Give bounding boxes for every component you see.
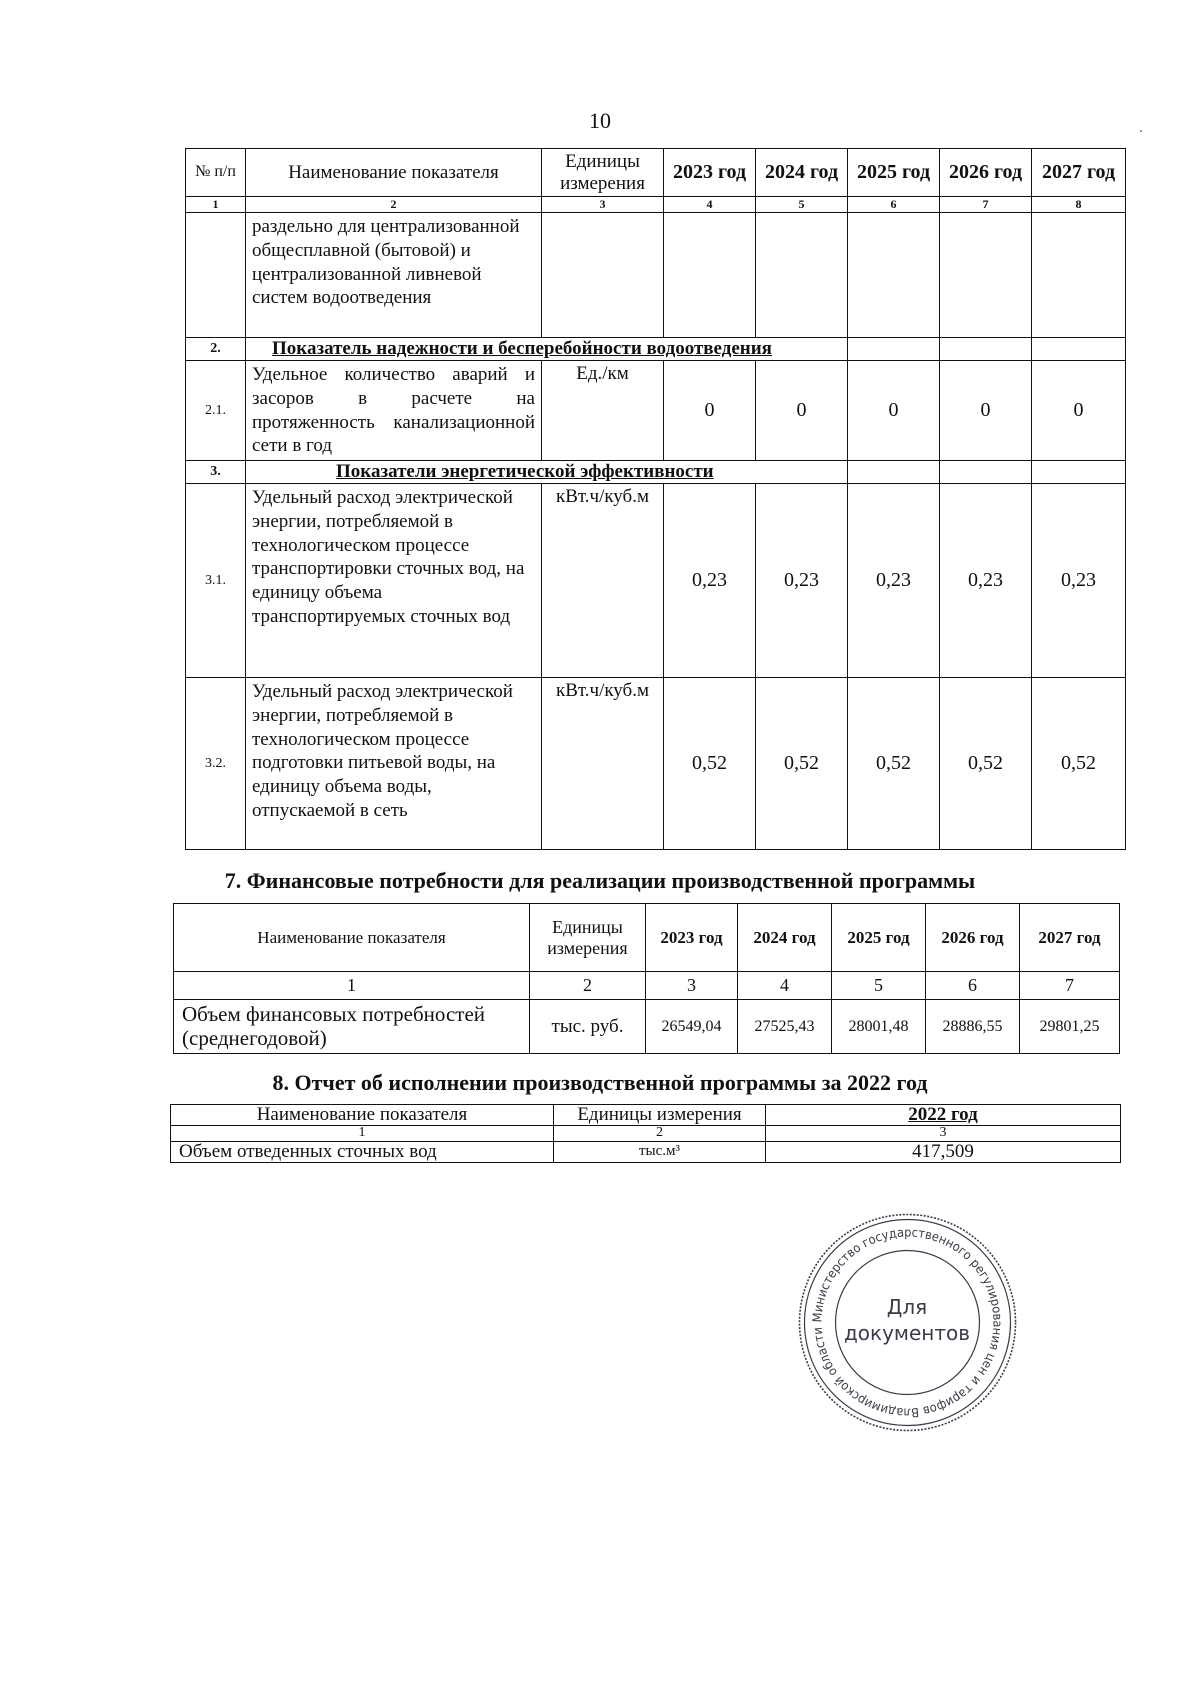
column-index-row — [174, 972, 1120, 1000]
indicator-name: Объем отведенных сточных вод — [171, 1141, 554, 1162]
value-cell: 26549,04 — [646, 1000, 738, 1054]
indicator-name: Удельное количество аварий и засоров в расчете на протяженность канализационной сети в год — [246, 361, 542, 461]
header-name: Наименование показателя — [246, 149, 542, 197]
program-report-table — [170, 1104, 1121, 1163]
column-index: 4 — [738, 972, 832, 1000]
header-year: 2026 год — [940, 149, 1032, 197]
value-cell: 28001,48 — [832, 1000, 926, 1054]
indicator-unit: кВт.ч/куб.м — [542, 484, 664, 678]
column-index: 2 — [554, 1125, 766, 1141]
value-cell: 0,23 — [940, 484, 1032, 678]
indicator-name: Удельный расход электрической энергии, потребляемой в технологическом процессе подготовки питьевой воды, на единицу объема воды, отпускаемой в сеть — [246, 678, 542, 850]
indicator-name: раздельно для централизованной общесплавной (бытовой) и централизованной ливневой систем водоотведения — [246, 213, 542, 338]
header-year: 2025 год — [848, 149, 940, 197]
column-index: 5 — [832, 972, 926, 1000]
header-year: 2027 год — [1020, 904, 1120, 972]
indicator-name: Удельный расход электрической энергии, потребляемой в технологическом процессе транспортировки сточных вод, на единицу объема транспортируемых сточных вод — [246, 484, 542, 678]
header-year: 2027 год — [1032, 149, 1126, 197]
column-index: 4 — [664, 197, 756, 213]
header-name: Наименование показателя — [174, 904, 530, 972]
value-cell: 0,23 — [848, 484, 940, 678]
table-row — [174, 1000, 1120, 1054]
section-row — [186, 338, 1126, 361]
section7-title: 7. Финансовые потребности для реализации производственной программы — [224, 868, 976, 893]
value-cell: 0 — [940, 361, 1032, 461]
value-cell: 0,52 — [1032, 678, 1126, 850]
value-cell: 0 — [1032, 361, 1126, 461]
value-cell: 28886,55 — [926, 1000, 1020, 1054]
indicators-table — [185, 148, 1126, 850]
row-number: 2.1. — [186, 361, 246, 461]
column-index: 7 — [940, 197, 1032, 213]
section-row — [186, 461, 1126, 484]
header-year: 2024 год — [738, 904, 832, 972]
header-name: Наименование показателя — [171, 1105, 554, 1126]
column-index: 1 — [174, 972, 530, 1000]
official-stamp — [795, 1210, 1020, 1435]
header-unit: Единицы измерения — [542, 149, 664, 197]
column-index: 3 — [542, 197, 664, 213]
table-row — [186, 213, 1126, 338]
value-cell: 0 — [664, 361, 756, 461]
indicator-name: Объем финансовых потребностей (среднегодовой) — [174, 1000, 530, 1054]
column-index: 2 — [530, 972, 646, 1000]
indicator-unit: Ед./км — [542, 361, 664, 461]
header-unit: Единицы измерения — [530, 904, 646, 972]
indicator-unit: тыс.м³ — [554, 1141, 766, 1162]
row-number: 3. — [186, 461, 246, 484]
stamp-center-line2: документов — [843, 1321, 971, 1345]
indicator-unit: тыс. руб. — [530, 1000, 646, 1054]
financial-needs-table — [173, 903, 1120, 1054]
column-index: 1 — [186, 197, 246, 213]
header-year: 2023 год — [646, 904, 738, 972]
value-cell: 417,509 — [766, 1141, 1121, 1162]
header-year: 2022 год — [766, 1105, 1121, 1126]
table-row — [186, 361, 1126, 461]
section8-title: 8. Отчет об исполнении производственной программы за 2022 год — [272, 1070, 928, 1095]
table-row — [186, 484, 1126, 678]
scan-speck — [1140, 130, 1142, 132]
column-index: 3 — [646, 972, 738, 1000]
header-year: 2024 год — [756, 149, 848, 197]
section-title: Показатель надежности и бесперебойности водоотведения — [246, 338, 848, 361]
value-cell: 29801,25 — [1020, 1000, 1120, 1054]
value-cell: 0,23 — [756, 484, 848, 678]
row-number: 3.2. — [186, 678, 246, 850]
header-year: 2026 год — [926, 904, 1020, 972]
value-cell: 27525,43 — [738, 1000, 832, 1054]
column-index: 7 — [1020, 972, 1120, 1000]
table-row — [171, 1141, 1121, 1162]
table-header-row — [174, 904, 1120, 972]
column-index: 8 — [1032, 197, 1126, 213]
header-num: № п/п — [186, 149, 246, 197]
value-cell: 0,23 — [1032, 484, 1126, 678]
header-unit: Единицы измерения — [554, 1105, 766, 1126]
column-index: 3 — [766, 1125, 1121, 1141]
column-index: 6 — [926, 972, 1020, 1000]
column-index-row — [171, 1125, 1121, 1141]
header-year: 2025 год — [832, 904, 926, 972]
value-cell: 0,52 — [848, 678, 940, 850]
value-cell: 0 — [756, 361, 848, 461]
indicator-unit: кВт.ч/куб.м — [542, 678, 664, 850]
column-index: 5 — [756, 197, 848, 213]
value-cell: 0,52 — [756, 678, 848, 850]
value-cell: 0 — [848, 361, 940, 461]
table-header-row — [186, 149, 1126, 197]
table-header-row — [171, 1105, 1121, 1126]
column-index: 6 — [848, 197, 940, 213]
column-index: 1 — [171, 1125, 554, 1141]
header-year: 2023 год — [664, 149, 756, 197]
row-number: 2. — [186, 338, 246, 361]
stamp-center-line1: Для — [886, 1295, 928, 1319]
row-number: 3.1. — [186, 484, 246, 678]
section-title: Показатели энергетической эффективности — [246, 461, 848, 484]
stamp-ring-text: Министерство государственного регулирования цен и тарифов Владимирской области — [809, 1224, 1006, 1421]
column-index: 2 — [246, 197, 542, 213]
page-number: 10 — [589, 108, 611, 133]
value-cell: 0,52 — [664, 678, 756, 850]
table-row — [186, 678, 1126, 850]
column-index-row — [186, 197, 1126, 213]
value-cell: 0,23 — [664, 484, 756, 678]
value-cell: 0,52 — [940, 678, 1032, 850]
